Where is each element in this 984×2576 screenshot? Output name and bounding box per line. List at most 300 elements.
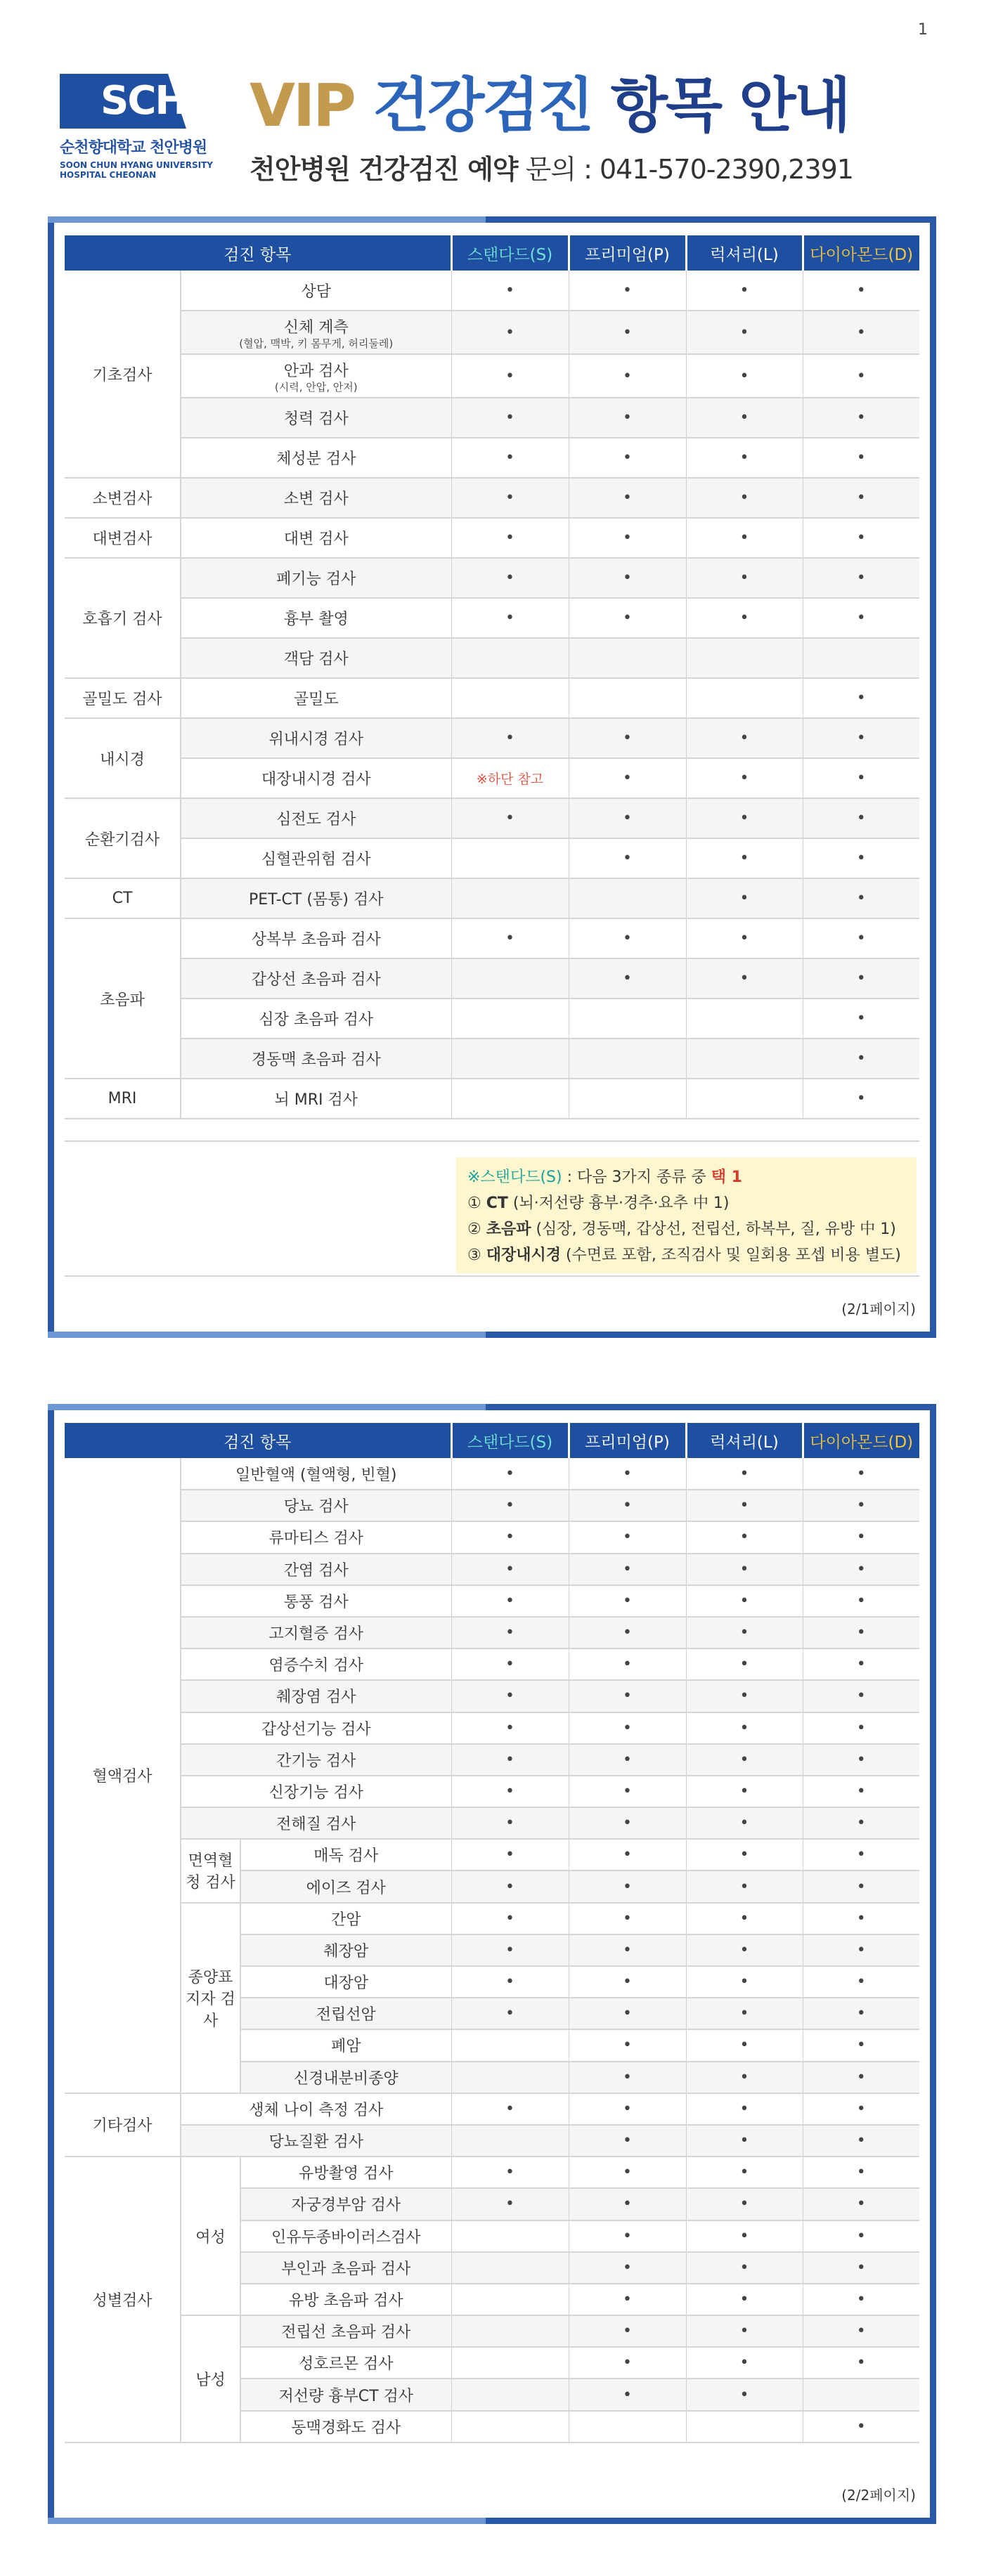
table-row: [65, 2315, 919, 2347]
plan-d-cell: [803, 2315, 919, 2347]
plan-l-cell: [686, 2411, 803, 2442]
plan-l-cell: [686, 718, 803, 758]
plan-s-cell: [451, 1776, 569, 1807]
plan-s-cell: [451, 398, 569, 438]
included-dot-icon: •: [739, 1624, 749, 1642]
plan-s-cell: [451, 678, 569, 718]
included-dot-icon: •: [505, 2195, 514, 2213]
included-dot-icon: •: [856, 2195, 866, 2213]
plan-d-cell: [803, 1521, 919, 1553]
plan-p-cell: [569, 1617, 686, 1648]
plan-l-cell: [686, 918, 803, 958]
item-cell: 신장기능 검사: [181, 1776, 451, 1807]
included-dot-icon: •: [623, 409, 632, 427]
item-cell: 당뇨 검사: [181, 1490, 451, 1521]
included-dot-icon: •: [623, 2005, 632, 2023]
item-cell: 유방촬영 검사: [240, 2157, 451, 2188]
included-dot-icon: •: [623, 809, 632, 827]
category-cell: 혈액검사: [65, 1458, 181, 2093]
included-dot-icon: •: [505, 2100, 514, 2118]
plan-p-cell: [569, 1903, 686, 1934]
included-dot-icon: •: [623, 1592, 632, 1610]
included-dot-icon: •: [623, 1846, 632, 1864]
plan-p-cell: [569, 838, 686, 878]
plan-d-cell: [803, 558, 919, 598]
plan-l-cell: [686, 1458, 803, 1490]
included-dot-icon: •: [856, 1909, 866, 1927]
col-header-standard: 스탠다드(S): [451, 1423, 569, 1458]
plan-l-cell: [686, 2347, 803, 2379]
included-dot-icon: •: [505, 367, 514, 385]
plan-d-cell: [803, 271, 919, 311]
item-cell: [181, 1079, 451, 1119]
included-dot-icon: •: [623, 2036, 632, 2055]
plan-l-cell: [686, 438, 803, 478]
included-dot-icon: •: [623, 1750, 632, 1769]
included-dot-icon: •: [623, 1878, 632, 1896]
item-cell: [181, 478, 451, 518]
plan-p-cell: [569, 1521, 686, 1553]
item-cell: 전립선 초음파 검사: [240, 2315, 451, 2347]
included-dot-icon: •: [739, 1814, 749, 1833]
plan-p-cell: [569, 718, 686, 758]
table-row: [65, 718, 919, 758]
included-dot-icon: •: [856, 2417, 866, 2435]
page-indicator-1: (2/1페이지): [841, 1301, 916, 1318]
included-dot-icon: •: [623, 489, 632, 507]
plan-d-cell: [803, 2252, 919, 2284]
plan-s-cell: [451, 878, 569, 918]
plan-s-cell: [451, 1039, 569, 1079]
item-cell: [181, 271, 451, 311]
plan-s-cell: [451, 2284, 569, 2315]
item-cell: 대장암: [240, 1966, 451, 1998]
item-cell: [181, 758, 451, 798]
item-cell: 매독 검사: [240, 1839, 451, 1871]
included-dot-icon: •: [739, 609, 749, 627]
table-row: [65, 1490, 919, 1521]
item-name: 갑상선 초음파 검사: [251, 971, 381, 989]
item-cell: 통풍 검사: [181, 1585, 451, 1617]
plan-l-cell: [686, 354, 803, 398]
plan-l-cell: [686, 2315, 803, 2347]
plan-l-cell: [686, 398, 803, 438]
plan-p-cell: [569, 798, 686, 838]
included-dot-icon: •: [739, 729, 749, 747]
title-main: 건강검진: [354, 71, 593, 140]
plan-s-cell: [451, 838, 569, 878]
col-header-standard: 스탠다드(S): [451, 235, 569, 271]
included-dot-icon: •: [739, 2100, 749, 2118]
plan-p-cell: [569, 478, 686, 518]
plan-p-cell: [569, 2220, 686, 2252]
item-cell: [181, 998, 451, 1039]
included-dot-icon: •: [856, 1592, 866, 1610]
item-name: 경동맥 초음파 검사: [251, 1051, 381, 1069]
plan-s-cell: [451, 2157, 569, 2188]
included-dot-icon: •: [739, 1719, 749, 1737]
included-dot-icon: •: [739, 409, 749, 427]
plan-s-cell: [451, 1490, 569, 1521]
plan-d-cell: [803, 998, 919, 1039]
included-dot-icon: •: [856, 1878, 866, 1896]
included-dot-icon: •: [505, 449, 514, 467]
col-header-diamond: 다이아몬드(D): [803, 235, 919, 271]
plan-d-cell: [803, 1839, 919, 1871]
included-dot-icon: •: [739, 1973, 749, 1991]
included-dot-icon: •: [623, 1624, 632, 1642]
category-cell: 내시경: [65, 718, 181, 798]
included-dot-icon: •: [505, 1528, 514, 1547]
plan-l-cell: [686, 838, 803, 878]
included-dot-icon: •: [623, 1782, 632, 1800]
item-name: 상복부 초음파 검사: [251, 931, 381, 949]
included-dot-icon: •: [739, 769, 749, 787]
table-row: [65, 478, 919, 518]
item-cell: [181, 958, 451, 998]
plan-s-cell: [451, 2188, 569, 2220]
item-cell: 당뇨질환 검사: [181, 2125, 451, 2157]
checkup-items-table-1: [65, 235, 919, 1119]
logo-english-sub: HOSPITAL CHEONAN: [60, 170, 157, 180]
included-dot-icon: •: [856, 970, 866, 987]
included-dot-icon: •: [505, 1909, 514, 1927]
included-dot-icon: •: [856, 1941, 866, 1959]
table-row: [65, 598, 919, 638]
plan-l-cell: [686, 1585, 803, 1617]
plan-d-cell: [803, 1585, 919, 1617]
plan-l-cell: [686, 1680, 803, 1712]
item-cell: 자궁경부암 검사: [240, 2188, 451, 2220]
included-dot-icon: •: [739, 489, 749, 507]
plan-d-cell: [803, 1966, 919, 1998]
plan-s-cell: [451, 918, 569, 958]
category-cell: CT: [65, 878, 181, 918]
plan-l-cell: [686, 2125, 803, 2157]
note-option-ultrasound: ② 초음파 (심장, 경동맥, 갑상선, 전립선, 하복부, 질, 유방 中 1): [467, 1221, 896, 1238]
included-dot-icon: •: [856, 2036, 866, 2055]
plan-d-cell: [803, 2347, 919, 2379]
included-dot-icon: •: [856, 2290, 866, 2308]
included-dot-icon: •: [856, 609, 866, 627]
included-dot-icon: •: [739, 569, 749, 587]
plan-d-cell: [803, 2379, 919, 2410]
plan-d-cell: [803, 1871, 919, 1902]
plan-d-cell: [803, 798, 919, 838]
subcategory-cell: 종양표지자 검사: [181, 1903, 240, 2093]
item-cell: 폐암: [240, 2029, 451, 2061]
plan-l-cell: [686, 558, 803, 598]
item-cell: [181, 678, 451, 718]
included-dot-icon: •: [739, 1750, 749, 1769]
item-cell: [181, 354, 451, 398]
subcategory-cell: 면역혈청 검사: [181, 1839, 240, 1902]
table-row: [65, 2125, 919, 2157]
plan-l-cell: [686, 598, 803, 638]
standard-option-note: [456, 1157, 917, 1273]
item-cell: [181, 311, 451, 354]
table-row: [65, 1617, 919, 1648]
included-dot-icon: •: [856, 529, 866, 547]
table-row: [65, 678, 919, 718]
plan-l-cell: [686, 998, 803, 1039]
plan-d-cell: [803, 1712, 919, 1744]
plan-d-cell: [803, 398, 919, 438]
included-dot-icon: •: [739, 367, 749, 385]
table-row: [65, 1079, 919, 1119]
plan-d-cell: [803, 598, 919, 638]
plan-p-cell: [569, 1998, 686, 2029]
header: [60, 70, 924, 190]
included-dot-icon: •: [623, 1464, 632, 1483]
item-name: 대장내시경 검사: [261, 771, 371, 788]
included-dot-icon: •: [856, 1624, 866, 1642]
col-header-premium: 프리미엄(P): [569, 1423, 686, 1458]
included-dot-icon: •: [739, 970, 749, 987]
included-dot-icon: •: [505, 489, 514, 507]
plan-s-cell: [451, 311, 569, 354]
subcategory-cell: 여성: [181, 2157, 240, 2315]
plan-l-cell: [686, 758, 803, 798]
included-dot-icon: •: [623, 609, 632, 627]
item-name: 폐기능 검사: [276, 571, 356, 588]
plan-p-cell: [569, 638, 686, 678]
plan-s-cell: [451, 798, 569, 838]
included-dot-icon: •: [623, 281, 632, 299]
included-dot-icon: •: [739, 2132, 749, 2150]
plan-p-cell: [569, 1744, 686, 1776]
included-dot-icon: •: [505, 529, 514, 547]
contact-label: 천안병원 건강검진 예약: [250, 154, 518, 185]
table-row: [65, 998, 919, 1039]
included-dot-icon: •: [505, 1846, 514, 1864]
included-dot-icon: •: [856, 809, 866, 827]
table-row: [65, 1585, 919, 1617]
plan-l-cell: [686, 1617, 803, 1648]
included-dot-icon: •: [623, 449, 632, 467]
plan-d-cell: [803, 1554, 919, 1585]
included-dot-icon: •: [739, 1687, 749, 1705]
included-dot-icon: •: [623, 1941, 632, 1959]
item-cell: 췌장염 검사: [181, 1680, 451, 1712]
included-dot-icon: •: [856, 1010, 866, 1027]
included-dot-icon: •: [856, 1050, 866, 1067]
included-dot-icon: •: [623, 569, 632, 587]
checkup-table-page-2: [48, 1404, 936, 2524]
plan-d-cell: [803, 2188, 919, 2220]
included-dot-icon: •: [623, 2100, 632, 2118]
table-row: [65, 398, 919, 438]
included-dot-icon: •: [856, 2258, 866, 2277]
item-name: 객담 검사: [283, 651, 349, 668]
plan-l-cell: [686, 1839, 803, 1871]
plan-p-cell: [569, 2347, 686, 2379]
plan-p-cell: [569, 2315, 686, 2347]
plan-p-cell: [569, 2252, 686, 2284]
plan-l-cell: [686, 518, 803, 558]
table-row: [65, 1554, 919, 1585]
logo-korean-name: 순천향대학교 천안병원: [60, 139, 207, 157]
checkup-table-page-1: [48, 216, 936, 1338]
item-cell: 유방 초음파 검사: [240, 2284, 451, 2315]
included-dot-icon: •: [856, 1846, 866, 1864]
included-dot-icon: •: [623, 2068, 632, 2086]
included-dot-icon: •: [856, 569, 866, 587]
included-dot-icon: •: [739, 2258, 749, 2277]
included-dot-icon: •: [856, 1090, 866, 1107]
plan-d-cell: [803, 1744, 919, 1776]
plan-s-cell: [451, 478, 569, 518]
item-cell: 동맥경화도 검사: [240, 2411, 451, 2442]
plan-p-cell: [569, 1807, 686, 1839]
plan-d-cell: [803, 2093, 919, 2125]
note-option-ct: ① CT (뇌·저선량 흉부·경추·요추 中 1): [467, 1195, 730, 1212]
table-row: [65, 2157, 919, 2188]
plan-l-cell: [686, 2284, 803, 2315]
plan-d-cell: [803, 2062, 919, 2093]
plan-s-cell: [451, 1617, 569, 1648]
plan-d-cell: [803, 1680, 919, 1712]
item-cell: 염증수치 검사: [181, 1648, 451, 1680]
table-row: [65, 1776, 919, 1807]
included-dot-icon: •: [739, 1497, 749, 1515]
table-row: [65, 878, 919, 918]
item-name: PET-CT (몸통) 검사: [249, 891, 384, 909]
included-dot-icon: •: [623, 1909, 632, 1927]
plan-d-cell: [803, 354, 919, 398]
plan-s-cell: [451, 2315, 569, 2347]
plan-s-cell: [451, 2093, 569, 2125]
included-dot-icon: •: [505, 1719, 514, 1737]
included-dot-icon: •: [623, 529, 632, 547]
plan-d-cell: [803, 1490, 919, 1521]
included-dot-icon: •: [856, 1497, 866, 1515]
included-dot-icon: •: [856, 930, 866, 947]
included-dot-icon: •: [856, 2100, 866, 2118]
logo-mark: [60, 74, 186, 129]
included-dot-icon: •: [505, 609, 514, 627]
plan-s-cell: [451, 1680, 569, 1712]
included-dot-icon: •: [739, 2227, 749, 2245]
plan-s-cell: [451, 1079, 569, 1119]
item-name: 골밀도: [293, 691, 339, 708]
item-cell: 부인과 초음파 검사: [240, 2252, 451, 2284]
plan-s-cell: [451, 2029, 569, 2061]
category-cell: MRI: [65, 1079, 181, 1119]
plan-s-cell: [451, 1712, 569, 1744]
item-cell: 간염 검사: [181, 1554, 451, 1585]
included-dot-icon: •: [856, 1560, 866, 1578]
plan-d-cell: [803, 1648, 919, 1680]
category-cell: 기타검사: [65, 2093, 181, 2157]
contact-phone: 문의 : 041-570-2390,2391: [517, 154, 853, 185]
plan-l-cell: [686, 958, 803, 998]
included-dot-icon: •: [739, 1528, 749, 1547]
table-row: [65, 1903, 919, 1934]
included-dot-icon: •: [856, 323, 866, 341]
included-dot-icon: •: [623, 367, 632, 385]
included-dot-icon: •: [623, 1973, 632, 1991]
included-dot-icon: •: [739, 1592, 749, 1610]
item-name: 소변 검사: [283, 490, 349, 508]
table-row: [65, 838, 919, 878]
included-dot-icon: •: [505, 1624, 514, 1642]
item-cell: 류마티스 검사: [181, 1521, 451, 1553]
item-cell: [181, 398, 451, 438]
plan-p-cell: [569, 2093, 686, 2125]
included-dot-icon: •: [856, 2164, 866, 2182]
plan-d-cell: [803, 311, 919, 354]
included-dot-icon: •: [505, 1687, 514, 1705]
plan-s-cell: [451, 758, 569, 798]
category-cell: 성별검사: [65, 2157, 181, 2442]
item-name: 청력 검사: [283, 410, 349, 428]
item-cell: [181, 798, 451, 838]
title-vip: VIP: [250, 71, 354, 140]
plan-s-cell: [451, 2347, 569, 2379]
page-title: [250, 70, 849, 141]
plan-l-cell: [686, 1744, 803, 1776]
plan-p-cell: [569, 398, 686, 438]
plan-l-cell: [686, 1079, 803, 1119]
included-dot-icon: •: [856, 1655, 866, 1674]
plan-l-cell: [686, 271, 803, 311]
included-dot-icon: •: [856, 729, 866, 747]
included-dot-icon: •: [856, 2132, 866, 2150]
item-name: 심장 초음파 검사: [259, 1011, 374, 1029]
included-dot-icon: •: [739, 890, 749, 907]
plan-d-cell: [803, 678, 919, 718]
plan-l-cell: [686, 678, 803, 718]
plan-d-cell: [803, 1079, 919, 1119]
plan-l-cell: [686, 2062, 803, 2093]
plan-p-cell: [569, 311, 686, 354]
table-row: [65, 918, 919, 958]
plan-d-cell: [803, 1934, 919, 1966]
item-cell: 에이즈 검사: [240, 1871, 451, 1902]
included-dot-icon: •: [739, 850, 749, 867]
included-dot-icon: •: [505, 1560, 514, 1578]
item-cell: 생체 나이 측정 검사: [181, 2093, 451, 2125]
plan-d-cell: [803, 838, 919, 878]
item-cell: 고지혈증 검사: [181, 1617, 451, 1648]
note-head: ※스탠다드(S) : 다음 3가지 종류 중 택 1: [467, 1169, 742, 1186]
plan-l-cell: [686, 2379, 803, 2410]
table-header-row: [65, 235, 919, 271]
included-dot-icon: •: [623, 2386, 632, 2404]
plan-l-cell: [686, 1871, 803, 1902]
plan-s-cell: [451, 1903, 569, 1934]
plan-s-cell: [451, 1521, 569, 1553]
plan-p-cell: [569, 1712, 686, 1744]
included-dot-icon: •: [623, 2322, 632, 2341]
plan-p-cell: [569, 1490, 686, 1521]
item-cell: 인유두종바이러스검사: [240, 2220, 451, 2252]
included-dot-icon: •: [739, 2354, 749, 2372]
plan-s-cell: [451, 1648, 569, 1680]
plan-l-cell: [686, 2252, 803, 2284]
item-cell: 갑상선기능 검사: [181, 1712, 451, 1744]
plan-s-cell: [451, 2062, 569, 2093]
plan-p-cell: [569, 354, 686, 398]
plan-s-cell: [451, 354, 569, 398]
included-dot-icon: •: [505, 809, 514, 827]
plan-l-cell: [686, 2029, 803, 2061]
plan-l-cell: [686, 2188, 803, 2220]
plan-l-cell: [686, 638, 803, 678]
included-dot-icon: •: [505, 409, 514, 427]
item-cell: [181, 598, 451, 638]
